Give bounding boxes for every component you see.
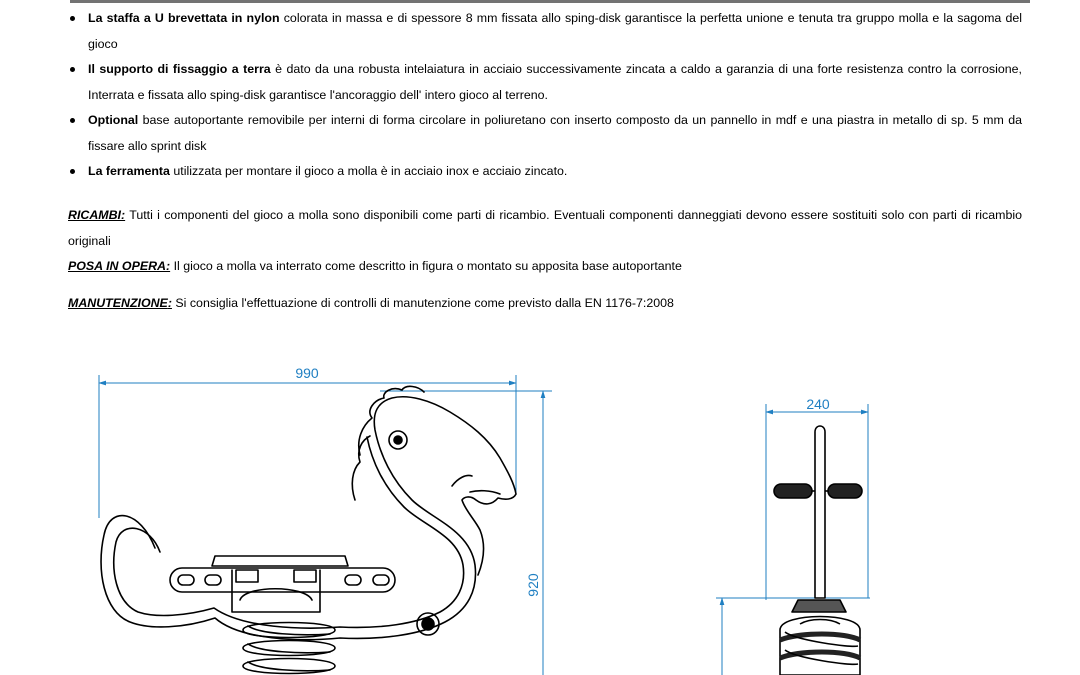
- bullet-optional-title: Optional: [88, 113, 139, 127]
- posa-text: Il gioco a molla va interrato come descritto in figura o montato su apposita base autoportante: [170, 259, 682, 273]
- dimension-side-width-label: 240: [806, 396, 830, 412]
- manutenzione-text: Si consiglia l'effettuazione di controlli di manutenzione come previsto dalla EN 1176-7:2008: [171, 296, 674, 310]
- bullet-ferramenta-text: utilizzata per montare il gioco a molla è in acciaio inox e acciaio zincato.: [169, 164, 568, 178]
- manutenzione-label: MANUTENZIONE: [68, 296, 168, 310]
- ricambi-label: RICAMBI:: [68, 208, 126, 222]
- dimension-height: [380, 391, 552, 675]
- posa-label: POSA IN OPERA:: [68, 259, 171, 273]
- cutoff-line: [70, 0, 1030, 3]
- bullet-ferramenta-title: La ferramenta: [88, 164, 170, 178]
- bullet-staffa-title: La staffa a U brevettata in nylon: [88, 11, 280, 25]
- dimension-width-label: 990: [295, 365, 319, 381]
- dimension-height-label: 920: [525, 573, 541, 597]
- bullet-supporto-title: Il supporto di fissaggio a terra: [88, 62, 271, 76]
- bullet-optional-text: base autoportante removibile per interni di forma circolare in poliuretano con inserto composto da un pannello in mdf e una piastra in metallo di sp. 5 mm da fissare allo sprint disk: [88, 113, 1022, 153]
- horse-side-view: [774, 426, 862, 675]
- horse-outline: [101, 386, 516, 673]
- ricambi-text: Tutti i componenti del gioco a molla sono disponibili come parti di ricambio. Eventuali componenti danneggiati devono essere sostituiti solo con parti di ricambio originali: [68, 208, 1022, 248]
- bullet-staffa-text: colorata in massa e di spessore 8 mm fissata allo sping-disk garantisce la perfetta unione e tenuta tra gruppo molla e la sagoma del gioco: [88, 11, 1022, 51]
- manutenzione-sep: :: [167, 296, 172, 310]
- bullet-supporto-text: è dato da una robusta intelaiatura in acciaio successivamente zincata a caldo a garanzia di una forte resistenza contro la corrosione, Interrata e fissata allo sping-disk garantisce l'ancoraggio dell' intero gioco al terreno.: [88, 62, 1022, 102]
- dimension-width: [99, 375, 516, 518]
